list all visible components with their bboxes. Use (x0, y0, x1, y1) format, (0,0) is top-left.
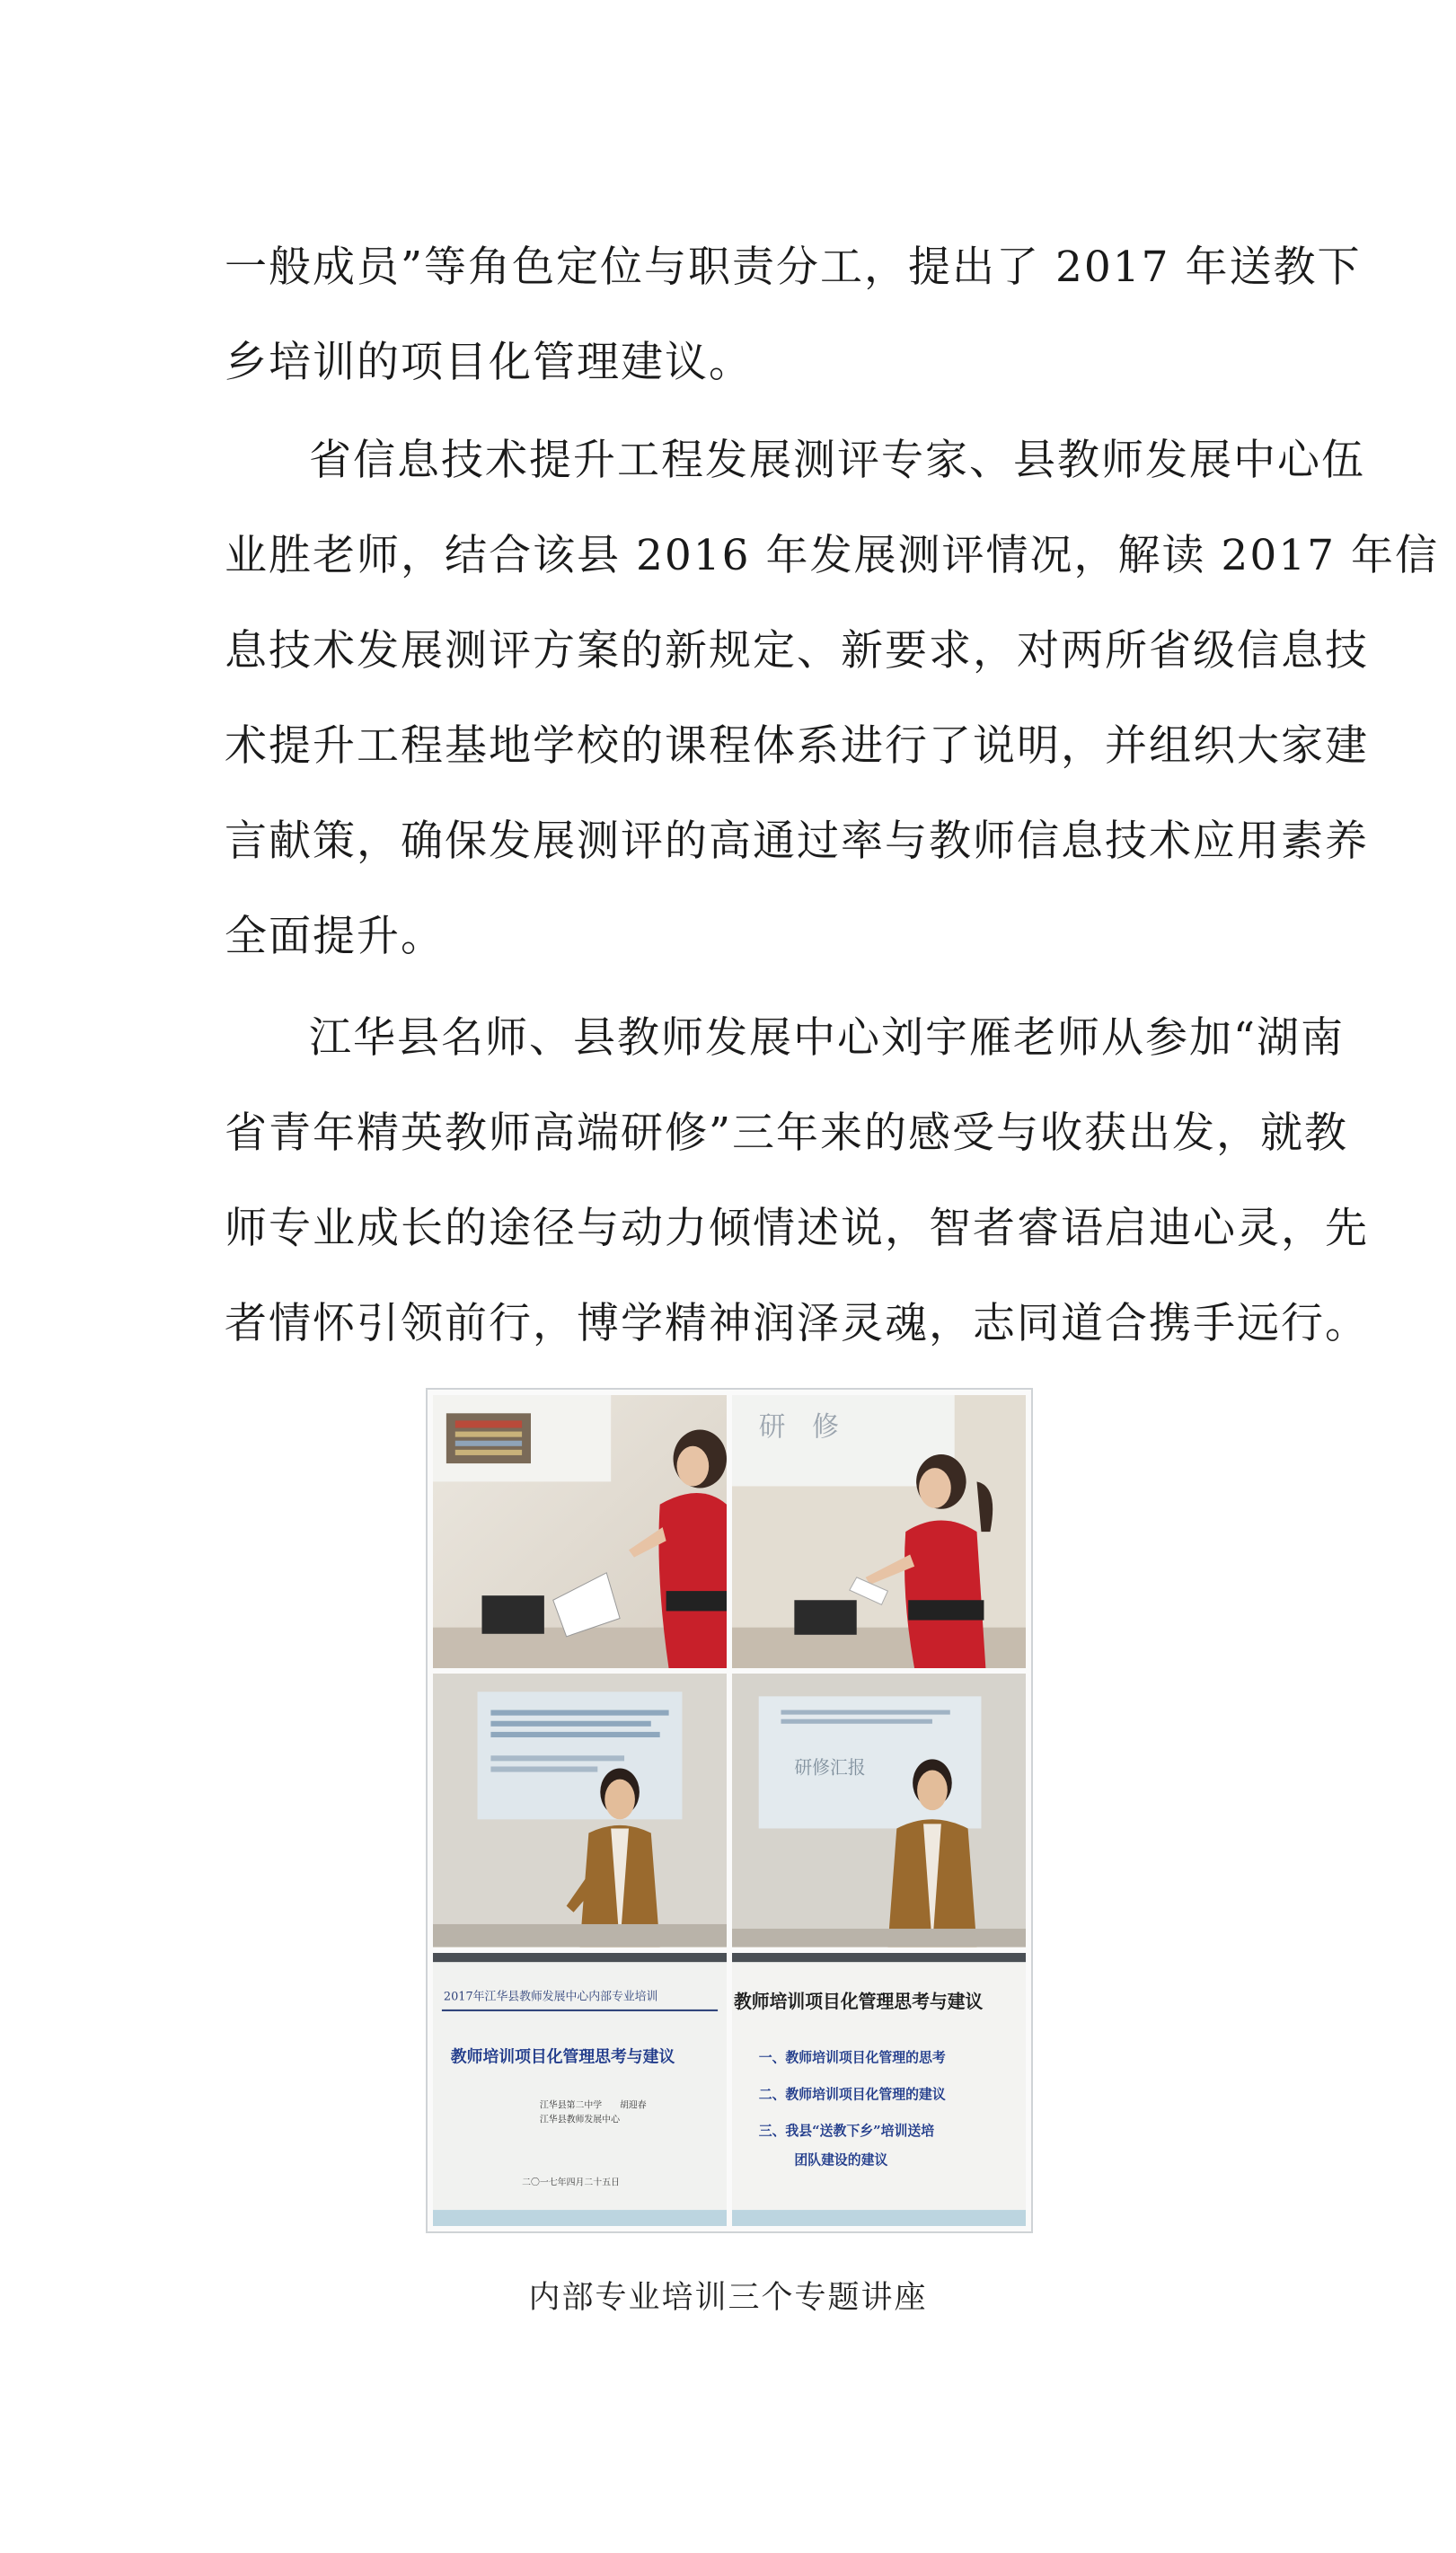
text-line: 者情怀引领前行，博学精神润泽灵魂，志同道合携手远行。 (225, 1299, 1369, 1348)
text-line: 术提升工程基地学校的课程体系进行了说明，并组织大家建 (225, 721, 1369, 771)
text-line: 师专业成长的途径与动力倾情述说，智者睿语启迪心灵，先 (225, 1204, 1369, 1253)
slide-item: 团队建设的建议 (794, 2151, 888, 2169)
text-line: 省信息技术提升工程发展测评专家、县教师发展中心伍 (309, 436, 1365, 485)
screen-text: 研 修 (758, 1411, 839, 1444)
slide-author: 江华县第二中学 胡迎春 (539, 2100, 647, 2111)
slide-item: 三、我县“送教下乡”培训送培 (758, 2122, 935, 2139)
photo-title-slide (433, 1953, 727, 2226)
text-line: 全面提升。 (225, 912, 445, 961)
text-line: 乡培训的项目化管理建议。 (225, 338, 753, 387)
text-line: 言献策，确保发展测评的高通过率与教师信息技术应用素养 (225, 817, 1369, 866)
photo-agenda-slide (732, 1953, 1026, 2226)
screen-text: 研修汇报 (794, 1756, 866, 1779)
slide-item: 二、教师培训项目化管理的建议 (758, 2085, 946, 2103)
slide-header: 2017年江华县教师发展中心内部专业培训 (443, 1990, 658, 2004)
photo-man-presenting-2 (732, 1674, 1026, 1947)
text-line: 业胜老师，结合该县 2016 年发展测评情况，解读 2017 年信 (225, 531, 1439, 580)
photo-collage (426, 1388, 1033, 2233)
photo-woman-presenting-1 (433, 1395, 727, 1668)
text-line: 省青年精英教师高端研修”三年来的感受与收获出发，就教 (225, 1109, 1349, 1158)
paragraph-1 (225, 220, 1362, 411)
paragraph-3 (225, 991, 1369, 1372)
slide-date: 二〇一七年四月二十五日 (522, 2178, 620, 2188)
paragraph-2 (225, 413, 1439, 985)
slide-author-org: 江华县教师发展中心 (539, 2115, 620, 2125)
slide-title: 教师培训项目化管理思考与建议 (733, 1990, 984, 2012)
photo-man-presenting-1 (433, 1674, 727, 1947)
text-line: 息技术发展测评方案的新规定、新要求，对两所省级信息技 (225, 626, 1369, 676)
slide-item: 一、教师培训项目化管理的思考 (758, 2049, 946, 2066)
photo-caption: 内部专业培训三个专题讲座 (528, 2280, 928, 2316)
photo-woman-presenting-2 (732, 1395, 1026, 1668)
text-line: 江华县名师、县教师发展中心刘宇雁老师从参加“湖南 (309, 1013, 1346, 1063)
slide-title: 教师培训项目化管理思考与建议 (450, 2047, 675, 2067)
text-line: 一般成员”等角色定位与职责分工，提出了 2017 年送教下 (225, 243, 1362, 292)
